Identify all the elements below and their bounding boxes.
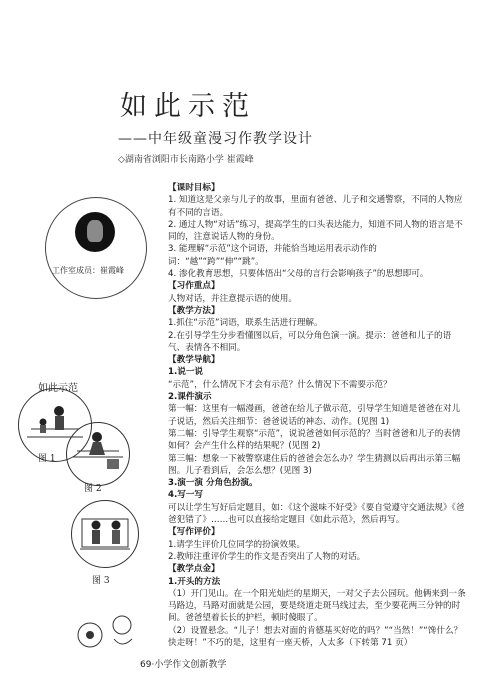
article-subtitle: ——中年级童漫习作教学设计 xyxy=(118,131,313,147)
section-heading: 【写作评价】 xyxy=(168,527,220,538)
author-line: ◇湖南省浏阳市长南路小学 崔霞峰 xyxy=(118,155,254,165)
paragraph: 1.抓住“示范”词语，联系生活进行理解。 xyxy=(168,318,323,329)
section-guide xyxy=(168,354,468,526)
paragraph: 人物对话，并注意提示语的使用。 xyxy=(168,293,297,304)
paragraph: 3. 能理解“示范”这个词语，并能恰当地运用表示动作的词：“越”“跨”“伸”“跳”。 xyxy=(168,244,377,267)
comic-figure-3 xyxy=(71,500,139,568)
paragraph: （1）开门见山。在一个阳光灿烂的星期天，一对父子去公园玩。他俩来到一条马路边，马路对面就是公园，要是绕道走斑马线过去，至少要花两三分钟的时间。爸爸望着长长的护栏，顿时傻眼了。 xyxy=(168,588,466,624)
section-heading: 【教学方法】 xyxy=(168,305,220,316)
section-tips xyxy=(168,563,468,649)
subheading: 4.写一写 xyxy=(168,490,204,501)
paragraph: 1. 知道这是父亲与儿子的故事，里面有爸爸、儿子和交通警察，不同的人物应有不同的言语。 xyxy=(168,195,463,218)
paragraph: 1.请学生评价几位同学的扮演效果。 xyxy=(168,539,306,550)
article-body xyxy=(168,182,468,649)
article-title: 如此示范 xyxy=(120,91,256,122)
paragraph: 2. 通过人物“对话”练习，提高学生的口头表达能力，知道不同人物的语言是不同的，注意说话人物的身份。 xyxy=(168,219,463,243)
section-focus xyxy=(168,280,468,305)
comic-figure-2-illustration xyxy=(67,423,129,485)
paragraph: 2.教师注重评价学生的作文是否突出了人物的对话。 xyxy=(168,551,366,562)
subheading: 3.演一演 分角色扮演。 xyxy=(168,478,258,489)
section-methods xyxy=(168,305,468,354)
section-heading: 【习作重点】 xyxy=(168,281,220,292)
editor-credit: 工作室成员：崔霞峰 xyxy=(52,266,124,275)
comic-section-label: 如此示范 xyxy=(38,383,78,394)
paragraph: 2.在引导学生分步看懂图以后，可以分角色演一演。提示：爸爸和儿子的语气、表情各不相同。 xyxy=(168,330,452,353)
paragraph: 第一幅：这里有一幅漫画，爸爸在给儿子做示范，引导学生知道是爸爸在对儿子说话，然后关注细节：爸爸说话的神态、动作。(见图 1) xyxy=(168,404,461,427)
section-goals xyxy=(168,182,468,280)
section-heading: 【教学点金】 xyxy=(168,564,220,575)
section-heading: 【课时目标】 xyxy=(168,183,220,193)
section-heading: 【教学导航】 xyxy=(168,355,220,366)
paragraph: 第三幅：想象一下被警察逮住后的爸爸会怎么办？学生猜测以后再出示第三幅图。儿子看到后，会怎么想？(见图 3) xyxy=(168,453,461,476)
footer-doodle-illustration xyxy=(70,605,145,657)
figure-label-3: 图 3 xyxy=(92,576,110,586)
comic-figure-3-illustration xyxy=(72,501,138,567)
paragraph: “示范”，什么情况下才会有示范？什么情况下不需要示范？ xyxy=(168,379,392,390)
editor-portrait xyxy=(75,212,115,252)
figure-label-1: 图 1 xyxy=(38,454,56,464)
comic-figure-2 xyxy=(66,422,130,486)
page-footer: 69·小学作文创新教学 xyxy=(140,660,227,670)
paragraph: 第二幅：引导学生观察“示范”，说说爸爸如何示范的？当时爸爸和儿子的表情如何？会产生什么样的结果呢？(见图 2) xyxy=(168,428,461,452)
paragraph: 4. 渗化教育思想，只要体悟出“父母的言行会影响孩子”的思想即可。 xyxy=(168,269,429,280)
paragraph: （2）设置悬念。“儿子！想去对面的肯德基买好吃的吗？”“当然！”“馋什么？快走呀！”不巧的是，这里有一座天桥，人太多（下转第 71 页） xyxy=(168,625,463,648)
section-evaluation xyxy=(168,526,468,563)
paragraph: 可以让学生写好后定题目，如：《这个滋味不好受》《要自觉遵守交通法规》《爸爸犯错了》……也可以直接给定题目《如此示范》，然后再写。 xyxy=(168,502,465,526)
subheading: 2.课件演示 xyxy=(168,392,212,403)
subheading: 1.说一说 xyxy=(168,367,204,378)
figure-label-2: 图 2 xyxy=(84,484,102,494)
subheading: 1.开头的方法 xyxy=(168,576,221,587)
